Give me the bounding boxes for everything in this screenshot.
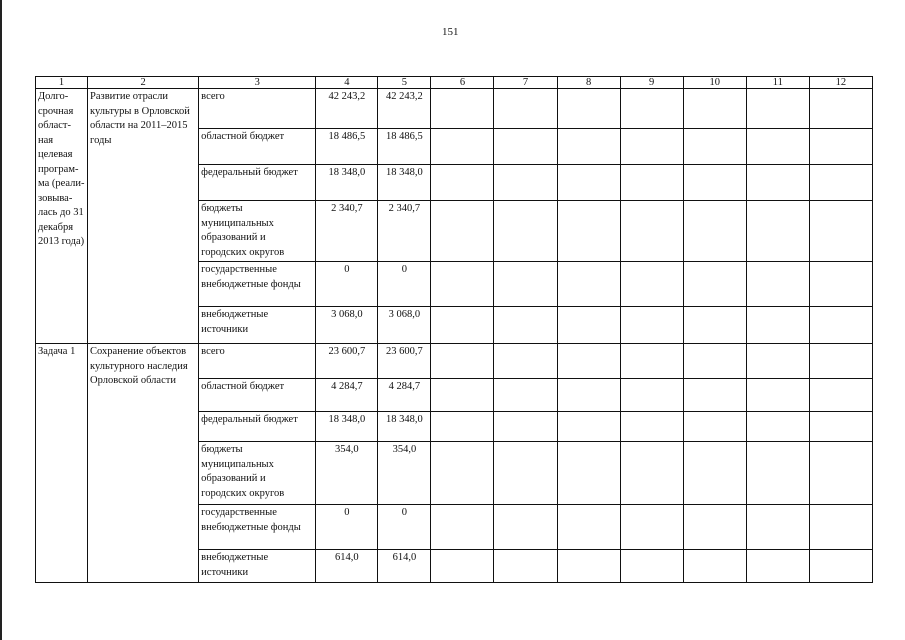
empty-cell [683, 442, 746, 505]
value-col5-cell: 2 340,7 [378, 201, 431, 262]
empty-cell [809, 129, 872, 165]
empty-cell [494, 550, 557, 583]
value-col5-cell: 23 600,7 [378, 344, 431, 379]
column-header-10: 10 [683, 77, 746, 89]
column-header-12: 12 [809, 77, 872, 89]
empty-cell [494, 307, 557, 344]
empty-cell [620, 379, 683, 412]
empty-cell [494, 505, 557, 550]
empty-cell [431, 307, 494, 344]
empty-cell [557, 442, 620, 505]
funding-source-cell: внебюджетные источники [199, 550, 316, 583]
program-name-cell: Развитие отрасли культуры в Орловской области на 2011–2015 годы [88, 89, 199, 344]
empty-cell [494, 412, 557, 442]
empty-cell [746, 412, 809, 442]
empty-cell [620, 307, 683, 344]
empty-cell [557, 165, 620, 201]
empty-cell [746, 442, 809, 505]
empty-cell [620, 412, 683, 442]
value-col4-cell: 42 243,2 [316, 89, 378, 129]
empty-cell [809, 165, 872, 201]
empty-cell [746, 165, 809, 201]
empty-cell [620, 344, 683, 379]
empty-cell [431, 442, 494, 505]
empty-cell [746, 550, 809, 583]
column-header-9: 9 [620, 77, 683, 89]
column-header-2: 2 [88, 77, 199, 89]
empty-cell [809, 344, 872, 379]
empty-cell [557, 379, 620, 412]
column-header-7: 7 [494, 77, 557, 89]
table-row [36, 344, 873, 379]
empty-cell [431, 262, 494, 307]
empty-cell [809, 505, 872, 550]
empty-cell [431, 89, 494, 129]
page-number: 151 [442, 26, 459, 38]
empty-cell [494, 442, 557, 505]
value-col5-cell: 3 068,0 [378, 307, 431, 344]
funding-source-cell: всего [199, 344, 316, 379]
value-col5-cell: 18 486,5 [378, 129, 431, 165]
funding-source-cell: областной бюджет [199, 129, 316, 165]
empty-cell [431, 201, 494, 262]
value-col5-cell: 18 348,0 [378, 165, 431, 201]
empty-cell [494, 165, 557, 201]
value-col4-cell: 614,0 [316, 550, 378, 583]
empty-cell [746, 379, 809, 412]
empty-cell [557, 344, 620, 379]
empty-cell [431, 505, 494, 550]
empty-cell [683, 379, 746, 412]
empty-cell [620, 165, 683, 201]
empty-cell [683, 307, 746, 344]
empty-cell [494, 89, 557, 129]
empty-cell [746, 262, 809, 307]
empty-cell [620, 442, 683, 505]
value-col4-cell: 18 348,0 [316, 412, 378, 442]
column-header-6: 6 [431, 77, 494, 89]
empty-cell [431, 165, 494, 201]
empty-cell [809, 89, 872, 129]
empty-cell [431, 129, 494, 165]
value-col4-cell: 354,0 [316, 442, 378, 505]
empty-cell [809, 412, 872, 442]
column-header-3: 3 [199, 77, 316, 89]
empty-cell [809, 307, 872, 344]
empty-cell [557, 307, 620, 344]
empty-cell [431, 344, 494, 379]
value-col4-cell: 23 600,7 [316, 344, 378, 379]
empty-cell [620, 505, 683, 550]
empty-cell [746, 307, 809, 344]
empty-cell [683, 505, 746, 550]
page-left-border [0, 0, 2, 640]
funding-source-cell: бюджеты муниципальных образований и городских округов [199, 201, 316, 262]
empty-cell [494, 129, 557, 165]
column-header-4: 4 [316, 77, 378, 89]
value-col5-cell: 354,0 [378, 442, 431, 505]
value-col4-cell: 2 340,7 [316, 201, 378, 262]
funding-source-cell: внебюджетные источники [199, 307, 316, 344]
funding-source-cell: федеральный бюджет [199, 165, 316, 201]
program-type-cell: Долго-срочная област-ная целевая програм-ма (реали-зовыва-лась до 31 декабря 2013 года) [36, 89, 88, 344]
column-header-5: 5 [378, 77, 431, 89]
empty-cell [431, 412, 494, 442]
empty-cell [746, 201, 809, 262]
empty-cell [809, 262, 872, 307]
funding-source-cell: бюджеты муниципальных образований и городских округов [199, 442, 316, 505]
column-header-11: 11 [746, 77, 809, 89]
empty-cell [620, 262, 683, 307]
value-col4-cell: 0 [316, 262, 378, 307]
task-name-cell: Сохранение объектов культурного наследия Орловской области [88, 344, 199, 583]
empty-cell [683, 165, 746, 201]
value-col4-cell: 18 348,0 [316, 165, 378, 201]
value-col5-cell: 0 [378, 505, 431, 550]
value-col5-cell: 4 284,7 [378, 379, 431, 412]
column-number-row [36, 77, 873, 89]
empty-cell [494, 262, 557, 307]
empty-cell [683, 344, 746, 379]
empty-cell [494, 379, 557, 412]
empty-cell [620, 550, 683, 583]
empty-cell [746, 505, 809, 550]
column-header-1: 1 [36, 77, 88, 89]
funding-source-cell: федеральный бюджет [199, 412, 316, 442]
empty-cell [809, 550, 872, 583]
empty-cell [746, 344, 809, 379]
empty-cell [557, 262, 620, 307]
task-cell: Задача 1 [36, 344, 88, 583]
value-col4-cell: 0 [316, 505, 378, 550]
empty-cell [431, 550, 494, 583]
empty-cell [683, 412, 746, 442]
empty-cell [683, 550, 746, 583]
empty-cell [683, 129, 746, 165]
empty-cell [620, 201, 683, 262]
empty-cell [809, 379, 872, 412]
funding-source-cell: государственные внебюджетные фонды [199, 262, 316, 307]
empty-cell [683, 201, 746, 262]
empty-cell [557, 412, 620, 442]
empty-cell [557, 201, 620, 262]
value-col5-cell: 614,0 [378, 550, 431, 583]
empty-cell [557, 129, 620, 165]
empty-cell [557, 89, 620, 129]
empty-cell [557, 505, 620, 550]
empty-cell [431, 379, 494, 412]
value-col4-cell: 18 486,5 [316, 129, 378, 165]
value-col5-cell: 18 348,0 [378, 412, 431, 442]
empty-cell [809, 442, 872, 505]
funding-source-cell: государственные внебюджетные фонды [199, 505, 316, 550]
empty-cell [620, 129, 683, 165]
value-col4-cell: 3 068,0 [316, 307, 378, 344]
empty-cell [494, 201, 557, 262]
empty-cell [683, 262, 746, 307]
budget-table [35, 76, 873, 583]
table-row [36, 89, 873, 129]
funding-source-cell: всего [199, 89, 316, 129]
empty-cell [620, 89, 683, 129]
empty-cell [494, 344, 557, 379]
funding-source-cell: областной бюджет [199, 379, 316, 412]
empty-cell [809, 201, 872, 262]
value-col5-cell: 0 [378, 262, 431, 307]
column-header-8: 8 [557, 77, 620, 89]
empty-cell [557, 550, 620, 583]
value-col5-cell: 42 243,2 [378, 89, 431, 129]
empty-cell [746, 89, 809, 129]
empty-cell [683, 89, 746, 129]
empty-cell [746, 129, 809, 165]
value-col4-cell: 4 284,7 [316, 379, 378, 412]
